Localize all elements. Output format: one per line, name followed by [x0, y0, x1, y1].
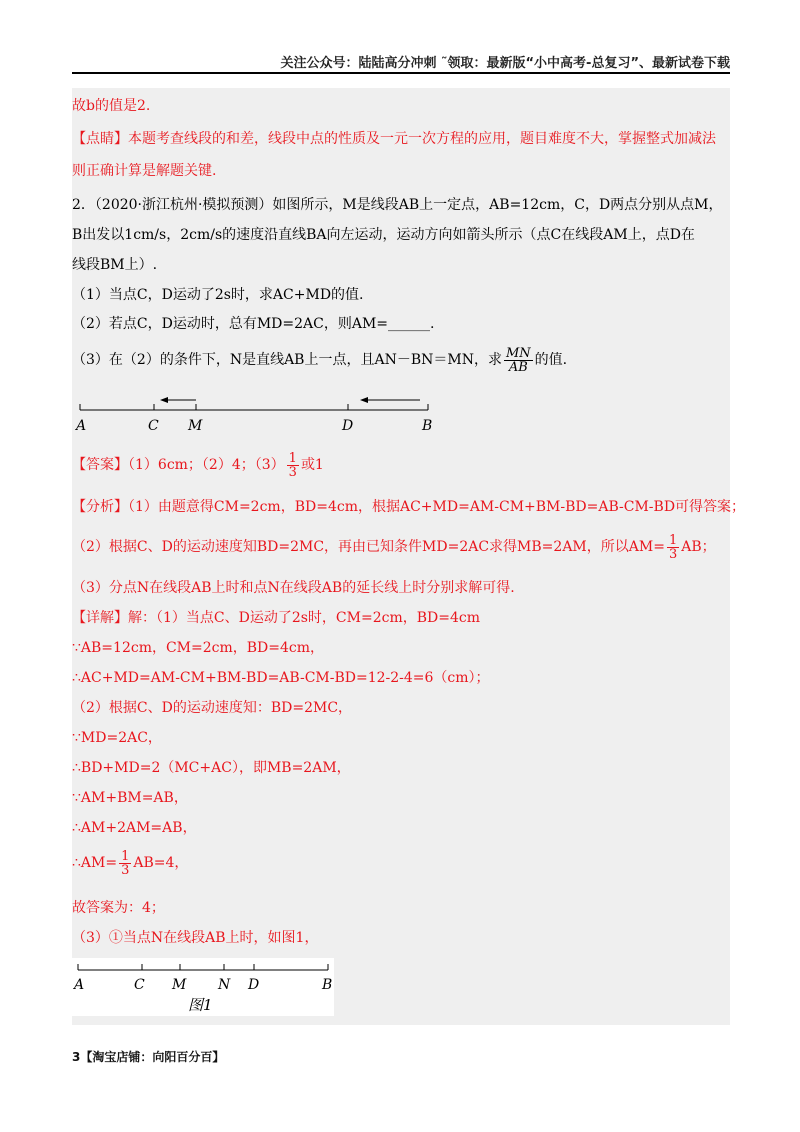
tip-paragraph	[72, 129, 716, 149]
detail-line-10: 故答案为：4；	[72, 900, 165, 916]
analysis-text-2: （2）根据C、D的运动速度知BD=2MC，再由已知条件MD=2AC求得MB=2AM，所以AM=	[72, 539, 665, 555]
analysis-text-1: （1）由题意得CM=2cm，BD=4cm，根据AC+MD=AM-CM+BM-BD=AB-CM-BD可得答案；	[128, 499, 746, 515]
point-label-d: D	[342, 418, 354, 434]
fig1-label-n: N	[218, 977, 231, 993]
point-label-c: C	[148, 418, 159, 434]
analysis-fraction-num: 1	[668, 532, 678, 548]
answer-line	[72, 448, 324, 482]
figure-1	[72, 958, 334, 1016]
fig1-label-m: M	[172, 977, 187, 993]
tip-line-1: 本题考查线段的和差，线段中点的性质及一元一次方程的应用，题目难度不大，掌握整式加减法	[128, 131, 716, 147]
analysis-line-3: （3）分点N在线段AB上时和点N在线段AB的延长线上时分别求解可得.	[72, 580, 515, 596]
answer-label: 【答案】	[72, 457, 128, 473]
detail-line-9	[72, 846, 188, 880]
detail-line-7: ∵AM+BM=AB，	[72, 790, 188, 806]
detail-fraction-den: 3	[121, 862, 130, 878]
question-3	[72, 343, 567, 377]
problem-line-2: B出发以1cm/s，2cm/s的速度沿直线BA向左运动，运动方向如箭头所示（点C在线段AM上，点D在	[72, 227, 695, 243]
answer-fraction	[287, 452, 299, 479]
tip-line-2: 则正确计算是解题关键.	[72, 163, 217, 179]
detail-line-8: ∴AM+2AM=AB，	[72, 820, 197, 836]
detail-text-9: ∴AM=	[72, 855, 118, 871]
point-label-b: B	[422, 418, 433, 434]
question-3-text: （3）在（2）的条件下，N是直线AB上一点，且AN－BN＝MN，求	[72, 352, 502, 368]
analysis-text-2-suffix: AB；	[681, 539, 716, 555]
analysis-line-1	[72, 497, 745, 517]
fraction-numerator: MN	[505, 345, 531, 361]
point-label-a: A	[76, 418, 87, 434]
detail-fraction	[119, 850, 131, 877]
page-header: 关注公众号：陆陆高分冲刺 ˜领取：最新版“小中高考-总复习”、最新试卷下载	[280, 56, 730, 71]
fig1-label-b: B	[322, 977, 333, 993]
problem-line-3: 线段BM上）.	[72, 257, 158, 273]
point-label-m: M	[188, 418, 203, 434]
fraction-denominator: AB	[508, 359, 528, 375]
detail-text-1: 解：（1）当点C、D运动了2s时，CM=2cm，BD=4cm	[128, 610, 481, 626]
answer-fraction-num: 1	[288, 450, 297, 466]
answer-text: （1）6cm；（2）4；（3）	[128, 457, 285, 473]
tip-label: 【点睛】	[72, 131, 128, 147]
fig1-label-c: C	[134, 977, 145, 993]
fig1-label-a: A	[74, 977, 85, 993]
detail-line-6: ∴BD+MD=2（MC+AC），即MB=2AM，	[72, 760, 351, 776]
answer-fraction-den: 3	[288, 464, 297, 480]
fraction-mn-ab	[504, 347, 533, 374]
detail-line-2: ∵AB=12cm，CM=2cm，BD=4cm，	[72, 640, 325, 656]
fig1-label-d: D	[248, 977, 260, 993]
page-footer: 3【淘宝店铺：向阳百分百】	[72, 1050, 225, 1064]
detail-line-4: （2）根据C、D的运动速度知：BD=2MC，	[72, 700, 353, 716]
question-3-suffix: 的值.	[534, 352, 568, 368]
prev-conclusion: 故b的值是2.	[72, 98, 151, 114]
detail-line-3: ∴AC+MD=AM-CM+BM-BD=AB-CM-BD=12-2-4=6（cm）；	[72, 670, 490, 686]
detail-line-5: ∵MD=2AC，	[72, 730, 162, 746]
analysis-fraction	[667, 534, 679, 561]
header-rule	[72, 72, 730, 74]
analysis-label: 【分析】	[72, 499, 128, 515]
answer-suffix: 或1	[300, 457, 324, 473]
detail-label: 【详解】	[72, 610, 128, 626]
analysis-fraction-den: 3	[668, 546, 678, 562]
detail-fraction-num: 1	[121, 848, 130, 864]
problem-line-1: 2．（2020·浙江杭州·模拟预测）如图所示，M是线段AB上一定点，AB=12cm，C，D两点分别从点M，	[72, 197, 723, 213]
detail-text-9-suffix: AB=4，	[133, 855, 189, 871]
detail-line-1	[72, 608, 480, 628]
detail-line-11: （3）①当点N在线段AB上时，如图1，	[72, 930, 319, 946]
question-1: （1）当点C，D运动了2s时，求AC+MD的值.	[72, 287, 364, 303]
fig1-caption: 图1	[188, 996, 213, 1014]
figure-number-line	[72, 392, 442, 438]
question-2: （2）若点C，D运动时，总有MD=2AC，则AM=______.	[72, 316, 435, 332]
analysis-line-2	[72, 530, 716, 564]
